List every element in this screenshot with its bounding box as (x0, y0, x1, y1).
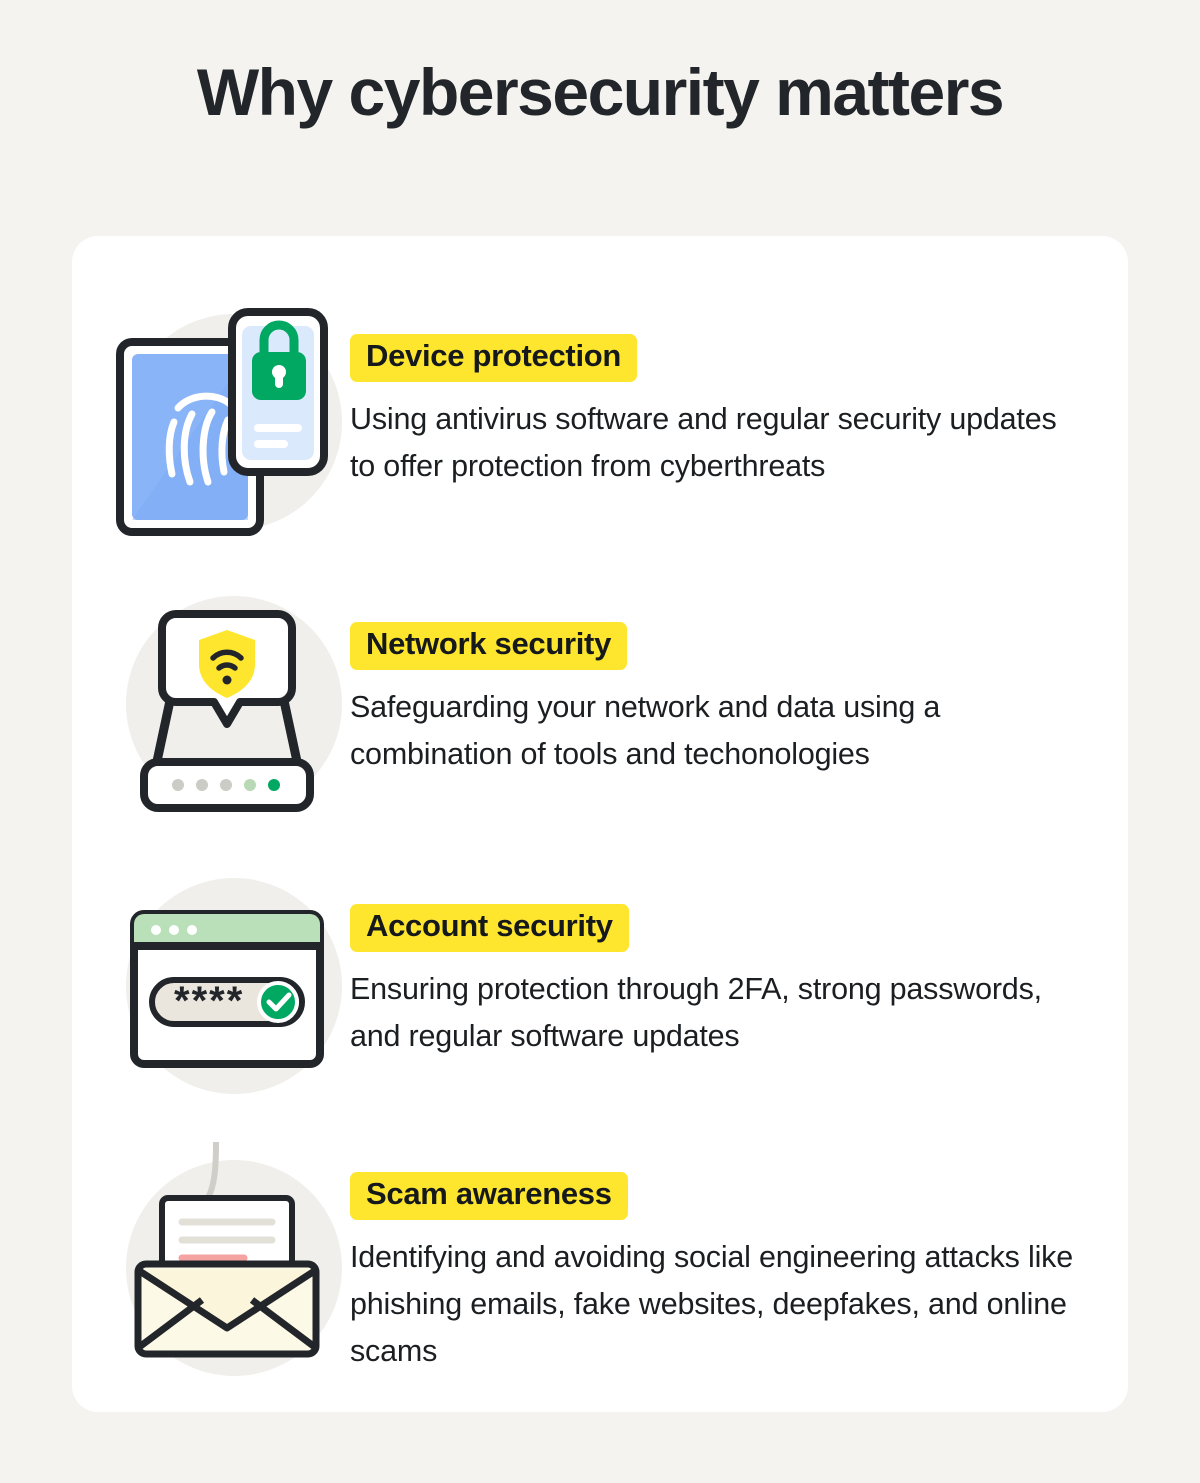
page-title: Why cybersecurity matters (196, 55, 1004, 129)
browser-password-illustration (112, 868, 342, 1103)
phishing-illustration (112, 1142, 342, 1392)
item-text (350, 580, 1088, 778)
item-description: Using antivirus software and regular security updates to offer protection from cyberthreats (350, 401, 1057, 483)
item-text (350, 1144, 1088, 1375)
account-password-icon (104, 862, 350, 1108)
content-card (72, 236, 1128, 1412)
network-router-icon (104, 580, 350, 826)
item-description: Safeguarding your network and data using a combination of tools and techonologies (350, 689, 941, 771)
router-illustration (112, 586, 342, 821)
list-item (72, 1144, 1128, 1390)
phishing-email-icon (104, 1144, 350, 1390)
item-heading: Account security (350, 904, 629, 952)
feature-list (72, 236, 1128, 1390)
list-item (72, 298, 1128, 544)
svg-text:****: **** (174, 978, 245, 1023)
item-text (350, 298, 1088, 490)
device-protection-illustration (112, 304, 342, 539)
item-description: Ensuring protection through 2FA, strong passwords, and regular software updates (350, 971, 1042, 1053)
item-heading: Network security (350, 622, 627, 670)
item-heading: Scam awareness (350, 1172, 628, 1220)
list-item (72, 862, 1128, 1108)
item-heading: Device protection (350, 334, 637, 382)
item-description: Identifying and avoiding social engineering attacks like phishing emails, fake websites, deepfakes, and online scams (350, 1239, 1073, 1369)
device-protection-icon (104, 298, 350, 544)
list-item (72, 580, 1128, 826)
item-text (350, 862, 1088, 1060)
